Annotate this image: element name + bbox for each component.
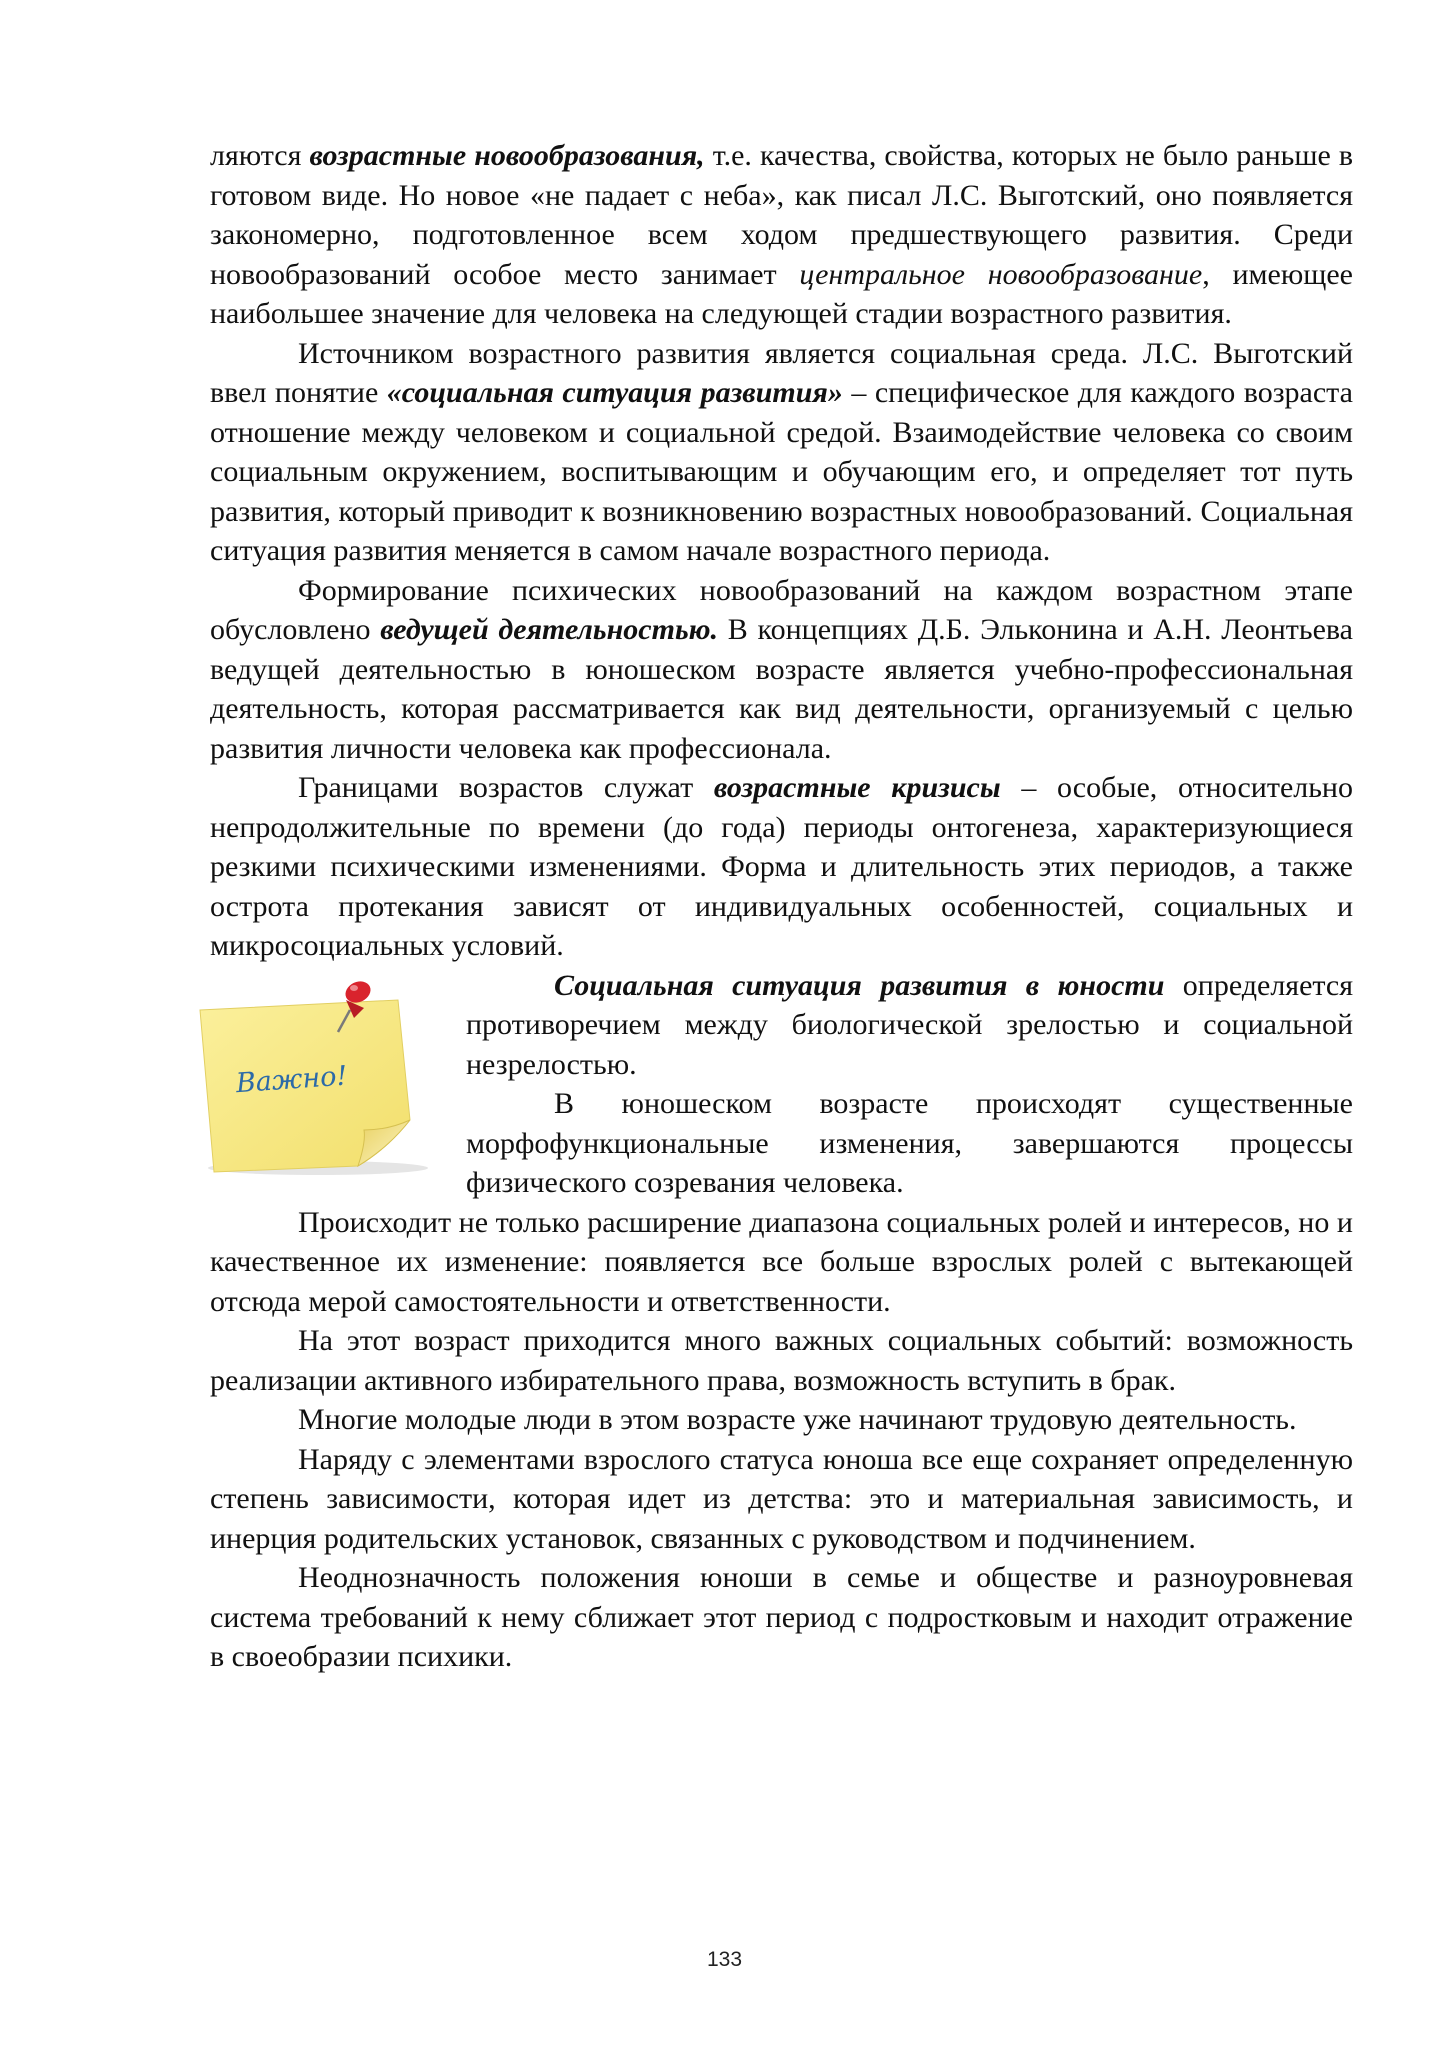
emphasis-text: Социальная ситуация развития в юности <box>554 968 1165 1002</box>
paragraph <box>210 768 1353 966</box>
emphasis-text: возрастные кризисы <box>713 771 1001 804</box>
paragraph <box>210 1203 1353 1322</box>
paragraph-text: определяется противоречием между биологической зрелостью и социальной незрелостью. <box>466 968 1354 1081</box>
paragraph <box>210 571 1353 769</box>
paragraph-text: В концепциях Д.Б. Эльконина и А.Н. Леонтьева ведущей деятельностью в юношеском возрасте является учебно-профессиональная деятельность, которая рассматривается как вид деятельности, организуемый с целью развития личности человека как профессионала. <box>210 613 1353 765</box>
paragraph-text: ляются <box>210 139 310 172</box>
paragraph-text: Формирование психических новообразований на каждом возрастном этапе обусловлено <box>210 573 1353 646</box>
paragraph <box>210 1558 1353 1677</box>
paragraph-text: Происходит не только расширение диапазона социальных ролей и интересов, но и качественное их изменение: появляется все больше взрослых ролей с вытекающей отсюда мерой самостоятельности и ответственности. <box>210 1205 1353 1318</box>
emphasis-text: «социальная ситуация развития» <box>386 376 843 409</box>
sticky-note-important <box>188 970 428 1180</box>
paragraph <box>210 1400 1353 1440</box>
emphasis-text: ведущей деятельностью. <box>380 613 719 646</box>
emphasis-text: возрастные новообразования, <box>309 139 705 172</box>
important-note-block <box>210 966 1353 1203</box>
paragraph-text: На этот возраст приходится много важных социальных событий: возможность реализации активного избирательного права, возможность вступить в брак. <box>210 1324 1353 1397</box>
paragraph <box>210 136 1353 334</box>
paragraph-text: В юношеском возрасте происходят существенные морфофункциональные изменения, завершаются процессы физического созревания человека. <box>466 1087 1353 1199</box>
text-block-top <box>210 136 1353 966</box>
paragraph-text: Источником возрастного развития является социальная среда. Л.С. Выготский ввел понятие <box>210 336 1353 409</box>
sticky-note-icon <box>188 970 428 1180</box>
paragraph-text: Неоднозначность положения юноши в семье и обществе и разноуровневая система требований к нему сближает этот период с подростковым и находит отражение в своеобразии психики. <box>210 1561 1353 1673</box>
emphasis-text: центральное новообразование <box>799 257 1203 291</box>
paragraph-text: – специфическое для каждого возраста отношение между человеком и социальной средой. Взаимодействие человека со своим социальным окружением, воспитывающим и обучающим его, и определяет тот путь развития, который приводит к возникновению возрастных новообразований. Социальная ситуация развития меняется в самом начале возрастного периода. <box>210 376 1353 567</box>
paragraph-text: Границами возрастов служат <box>298 771 714 804</box>
paragraph <box>210 334 1353 571</box>
paragraph-text: т.е. качества, свойства, которых не было раньше в готовом виде. Но новое «не падает с неба», как писал Л.С. Выготский, оно появляется закономерно, подготовленное всем ходом предшествующего развития. Среди новообразований особое место занимает <box>210 139 1353 291</box>
text-block-bottom <box>210 1203 1353 1677</box>
paragraph <box>210 1440 1353 1559</box>
paragraph-text: – особые, относительно непродолжительные по времени (до года) периоды онтогенеза, характеризующиеся резкими психическими изменениями. Форма и длительность этих периодов, а также острота протекания зависят от индивидуальных особенностей, социальных и микросоциальных условий. <box>210 771 1353 962</box>
paragraph <box>210 1321 1353 1400</box>
paragraph-text: , имеющее наибольшее значение для человека на следующей стадии возрастного развития. <box>210 257 1354 330</box>
paragraph-text: Наряду с элементами взрослого статуса юноша все еще сохраняет определенную степень зависимости, которая идет из детства: это и материальная зависимость, и инерция родительских установок, связанных с руководством и подчинением. <box>210 1442 1353 1555</box>
sticky-note-label: Важно! <box>234 1060 349 1099</box>
page-number: 133 <box>706 1948 743 1971</box>
paragraph-text: Многие молодые люди в этом возрасте уже начинают трудовую деятельность. <box>298 1403 1297 1436</box>
page-content <box>210 136 1353 1677</box>
